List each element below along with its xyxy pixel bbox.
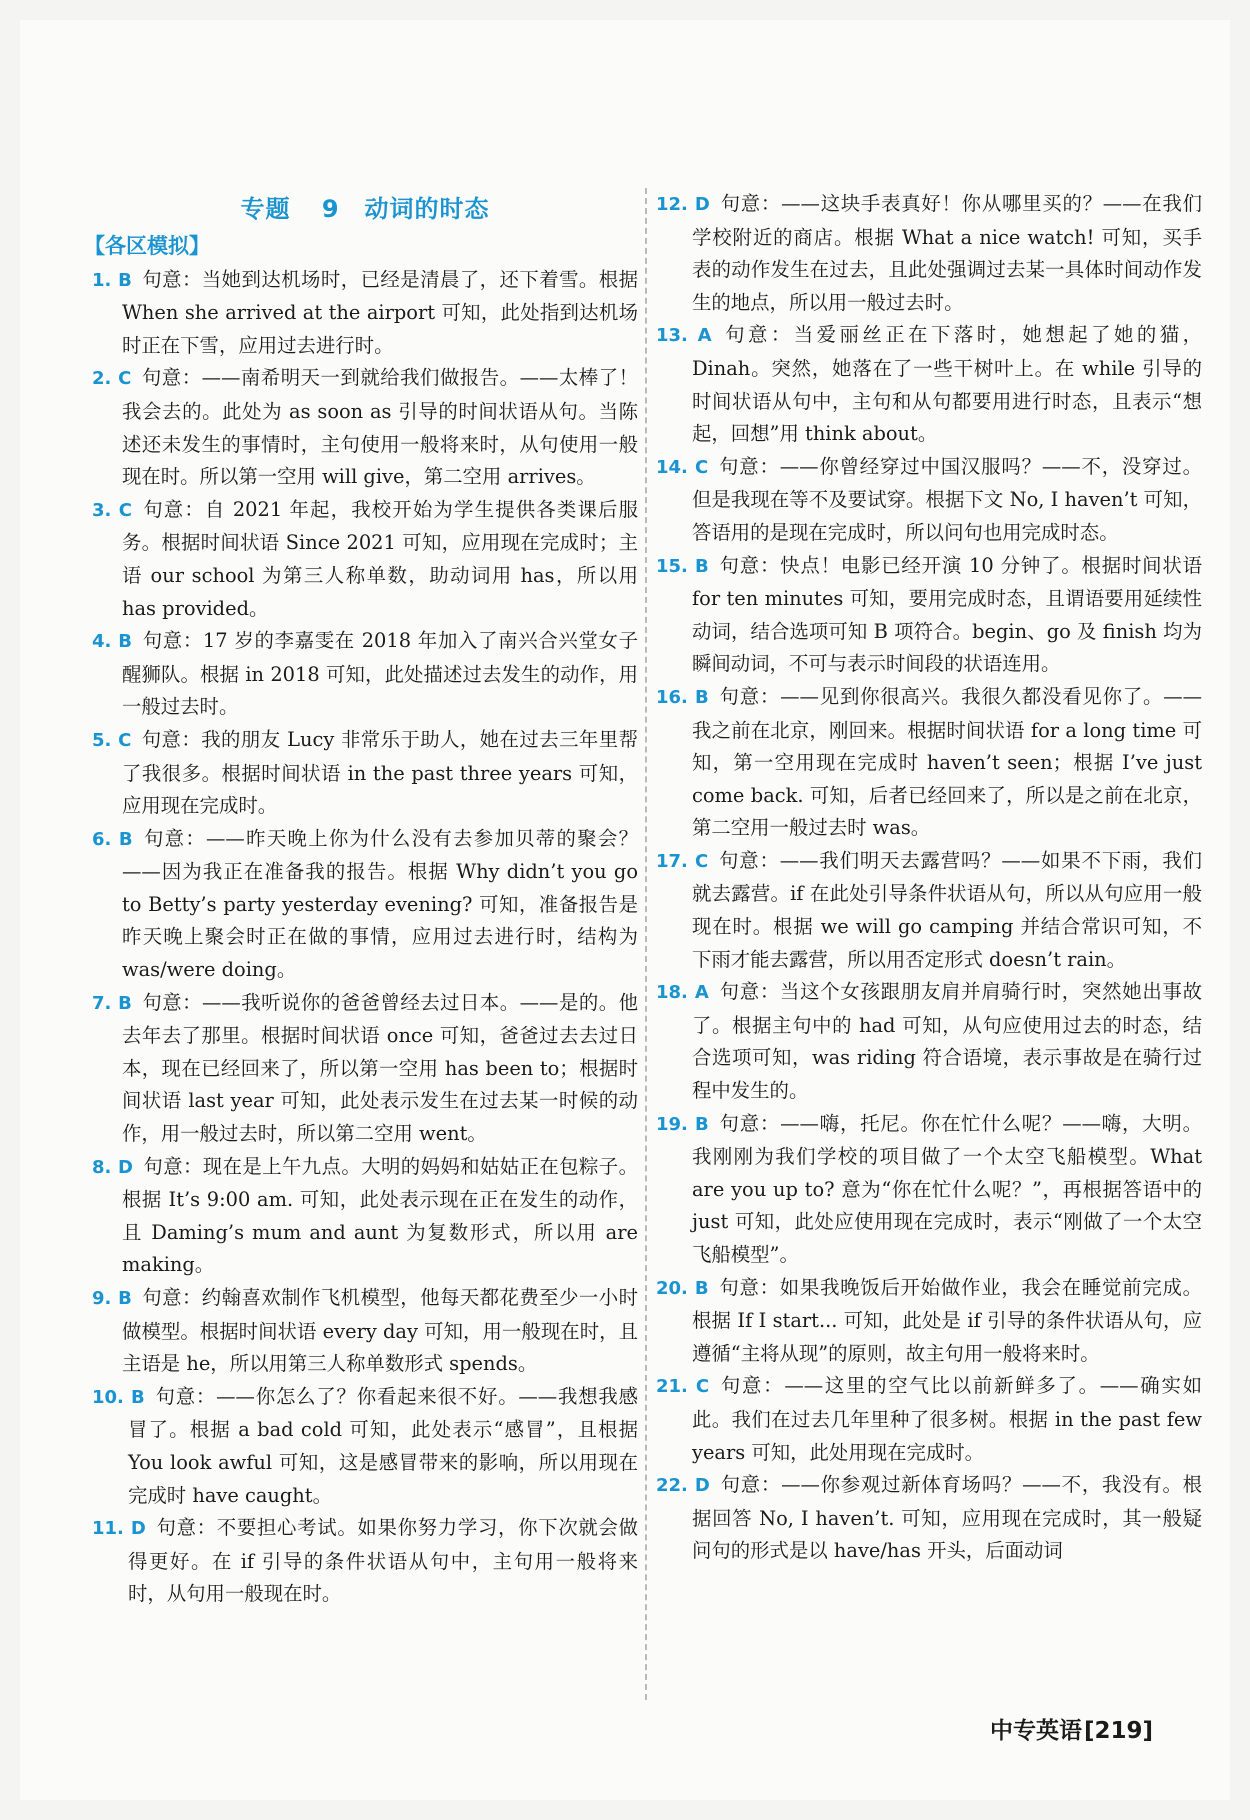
answer-explanation: 句意：如果我晚饭后开始做作业，我会在睡觉前完成。根据 If I start... 可知，此处是 if 引导的条件状语从句，应遵循“主将从现”的原则，故主句用一般将来时。 — [692, 1275, 1202, 1365]
answer-item — [656, 1370, 1202, 1469]
answer-number: 5. C — [92, 729, 132, 751]
topic-heading — [92, 188, 638, 230]
answer-number: 21. C — [656, 1376, 710, 1398]
answer-number: 9. B — [92, 1288, 132, 1309]
answer-explanation: 句意：当这个女孩跟朋友肩并肩骑行时，突然她出事故了。根据主句中的 had 可知，从句应使用过去的时态，结合选项可知，was riding 符合语境，表示事故是在骑行过程中发生的。 — [692, 980, 1202, 1103]
answer-explanation: 句意：自 2021 年起，我校开始为学生提供各类课后服务。根据时间状语 Since 2021 可知，应用现在完成时；主语 our school 为第三人称单数，助动词用 has，所以用 has provided。 — [122, 497, 638, 620]
answer-explanation: 句意：约翰喜欢制作飞机模型，他每天都花费至少一小时做模型。根据时间状语 every day 可知，用一般现在时，且主语是 he，所以用第三人称单数形式 spends。 — [122, 1286, 638, 1376]
page — [20, 20, 1230, 1800]
answer-explanation: 句意：快点！电影已经开演 10 分钟了。根据时间状语 for ten minutes 可知，要用完成时态，且谓语要用延续性动词，结合选项可知 B 项符合。begin、go 及 finish 均为瞬间动词，不可与表示时间段的状语连用。 — [692, 553, 1202, 676]
answer-explanation: 句意：当她到达机场时，已经是清晨了，还下着雪。根据 When she arrived at the airport 可知，此处指到达机场时正在下雪，应用过去进行时。 — [122, 267, 638, 357]
book-name: 中专英语 — [990, 1718, 1082, 1744]
answer-item — [656, 1272, 1202, 1371]
answer-item — [656, 845, 1202, 976]
answer-item — [92, 724, 638, 823]
answer-item — [656, 1108, 1202, 1272]
left-column — [84, 188, 639, 1611]
answer-explanation: 句意：——这块手表真好！你从哪里买的？——在我们学校附近的商店。根据 What a nice watch! 可知，买手表的动作发生在过去，且此处强调过去某一具体时间动作发生的地点，所以用一般过去时。 — [692, 192, 1202, 314]
answer-item — [92, 1381, 638, 1512]
answer-number: 18. A — [656, 982, 709, 1004]
page-footer — [990, 1712, 1153, 1745]
answer-item — [656, 1469, 1202, 1568]
answer-item — [656, 319, 1202, 450]
answer-number: 4. B — [92, 631, 133, 653]
answer-item — [656, 451, 1202, 550]
page-title: 专题 9 动词的时态 — [240, 195, 490, 223]
answer-item — [92, 987, 638, 1151]
answer-number: 12. D — [656, 194, 710, 215]
answer-number: 2. C — [92, 368, 132, 390]
answer-item — [656, 976, 1202, 1107]
right-column — [656, 188, 1202, 1568]
answer-explanation: 句意：——你曾经穿过中国汉服吗？——不，没穿过。但是我现在等不及要试穿。根据下文 No, I haven’t 可知，答语用的是现在完成时，所以问句也用完成时态。 — [692, 454, 1202, 544]
answer-explanation: 句意：当爱丽丝正在下落时，她想起了她的猫，Dinah。突然，她落在了一些干树叶上。在 while 引导的时间状语从句中，主句和从句都要用进行时态，且表示“想起，回想”用 think about。 — [692, 323, 1202, 446]
answer-number: 20. B — [656, 1277, 709, 1299]
answer-number: 17. C — [656, 850, 709, 872]
answer-explanation: 句意：——见到你很高兴。我很久都没看见你了。——我之前在北京，刚回来。根据时间状语 for a long time 可知，第一空用现在完成时 haven’t seen；根据 I’ve just come back. 可知，后者已经回来了，所以是之前在北京，第二空用一般过去时 was。 — [692, 684, 1203, 840]
answer-number: 22. D — [656, 1475, 710, 1497]
column-divider — [645, 188, 647, 1700]
section-label: 【各区模拟】 — [84, 234, 210, 258]
answer-number: 14. C — [656, 456, 709, 478]
answer-explanation: 句意：——你怎么了？你看起来很不好。——我想我感冒了。根据 a bad cold 可知，此处表示“感冒”，且根据 You look awful 可知，这是感冒带来的影响，所以用现在完成时 have caught。 — [128, 1384, 639, 1507]
answer-explanation: 句意：——你参观过新体育场吗？——不，我没有。根据回答 No, I haven’t. 可知，应用现在完成时，其一般疑问句的形式是以 have/has 开头，后面动词 — [692, 1473, 1202, 1563]
answer-item — [92, 362, 638, 493]
page-number: [219] — [1084, 1718, 1154, 1744]
answer-explanation: 句意：我的朋友 Lucy 非常乐于助人，她在过去三年里帮了我很多。根据时间状语 in the past three years 可知，应用现在完成时。 — [122, 727, 638, 818]
answer-explanation: 句意：——我们明天去露营吗？——如果不下雨，我们就去露营。if 在此处引导条件状语从句，所以从句应用一般现在时。根据 we will go camping 并结合常识可知，不下雨才能去露营，所以用否定形式 doesn’t rain。 — [692, 848, 1202, 971]
answer-item — [92, 264, 638, 363]
answer-explanation: 句意：——昨天晚上你为什么没有去参加贝蒂的聚会？——因为我正在准备我的报告。根据 Why didn’t you go to Betty’s party yesterday evening? 可知，准备报告是昨天晚上聚会时正在做的事情，应用过去进行时，结构为 was/were doing。 — [122, 826, 638, 982]
answer-item — [656, 550, 1202, 681]
answer-number: 19. B — [656, 1113, 709, 1135]
answer-number: 1. B — [92, 269, 132, 291]
answer-number: 13. A — [656, 325, 712, 347]
answer-item — [92, 823, 638, 987]
answer-item — [92, 1282, 638, 1381]
answer-number: 7. B — [92, 992, 132, 1014]
answer-explanation: 句意：——我听说你的爸爸曾经去过日本。——是的。他去年去了那里。根据时间状语 once 可知，爸爸过去去过日本，现在已经回来了，所以第一空用 has been to；根据时间状语 last year 可知，此处表示发生在过去某一时候的动作，用一般过去时，所以第二空用 went。 — [122, 990, 638, 1146]
answer-explanation: 句意：17 岁的李嘉雯在 2018 年加入了南兴合兴堂女子醒狮队。根据 in 2018 可知，此处描述过去发生的动作，用一般过去时。 — [122, 629, 638, 719]
answer-item — [92, 625, 638, 724]
section-header — [84, 230, 638, 264]
answer-item — [92, 494, 638, 625]
answer-number: 11. D — [92, 1518, 146, 1540]
answer-number: 16. B — [656, 686, 709, 708]
answer-explanation: 句意：——这里的空气比以前新鲜多了。——确实如此。我们在过去几年里种了很多树。根据 in the past few years 可知，此处用现在完成时。 — [692, 1374, 1202, 1464]
answer-item — [656, 681, 1202, 845]
answer-explanation: 句意：不要担心考试。如果你努力学习，你下次就会做得更好。在 if 引导的条件状语从句中，主句用一般将来时，从句用一般现在时。 — [128, 1516, 638, 1606]
answer-explanation: 句意：——嗨，托尼。你在忙什么呢？——嗨，大明。我刚刚为我们学校的项目做了一个太空飞船模型。What are you up to? 意为“你在忙什么呢？”，再根据答语中的 just 可知，此处应使用现在完成时，表示“刚做了一个太空飞船模型”。 — [692, 1111, 1203, 1266]
answer-number: 8. D — [92, 1156, 133, 1178]
answer-item — [92, 1151, 638, 1282]
answer-explanation: 句意：现在是上午九点。大明的妈妈和姑姑正在包粽子。根据 It’s 9:00 am. 可知，此处表示现在正在发生的动作，且 Daming’s mum and aunt 为复数形式，所以用 are making。 — [122, 1154, 638, 1277]
answer-number: 6. B — [92, 828, 133, 850]
answer-item — [656, 188, 1202, 319]
answer-item — [92, 1512, 638, 1611]
answer-number: 3. C — [92, 499, 133, 521]
answer-number: 15. B — [656, 555, 709, 577]
answer-explanation: 句意：——南希明天一到就给我们做报告。——太棒了！我会去的。此处为 as soon as 引导的时间状语从句。当陈述还未发生的事情时，主句使用一般将来时，从句使用一般现在时。所以第一空用 will give，第二空用 arrives。 — [122, 366, 638, 489]
answer-number: 10. B — [92, 1386, 145, 1408]
